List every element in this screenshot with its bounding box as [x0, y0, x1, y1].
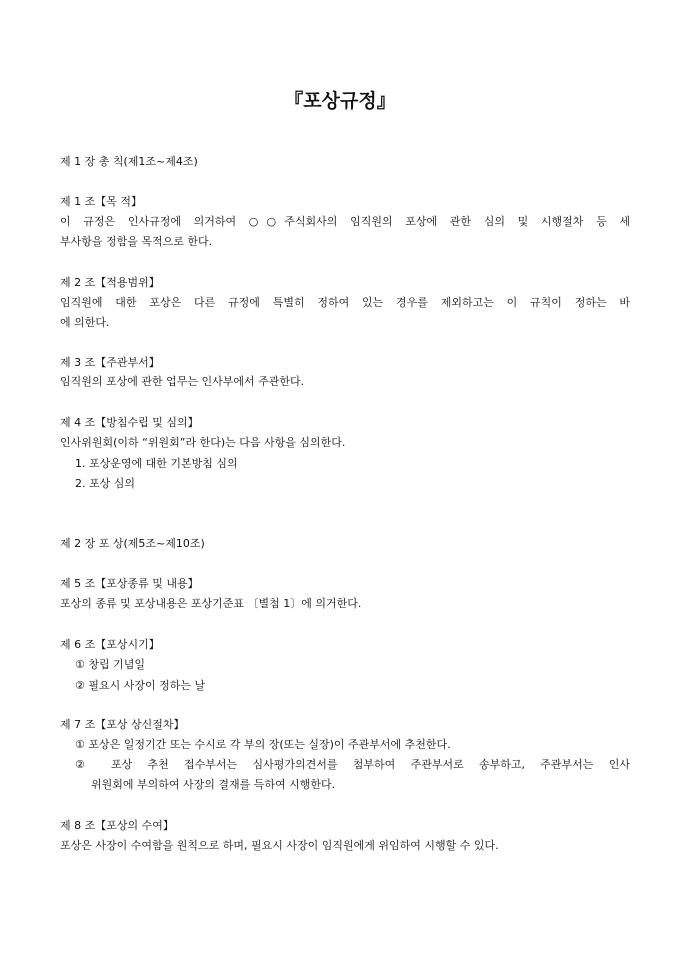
list-item-continuation: 위원회에 부의하여 사장의 결재를 득하여 시행한다.	[91, 778, 336, 791]
article-heading: 제 2 조【적용범위】	[60, 276, 160, 289]
article-text: 인사위원회(이하 “위원회”라 한다)는 다음 사항을 심의한다.	[60, 436, 346, 449]
article-text: 부사항을 정함을 목적으로 한다.	[60, 235, 213, 248]
list-item: ① 창립 기념일	[75, 658, 145, 671]
article-heading: 제 3 조【주관부서】	[60, 356, 160, 369]
article-text: 포상의 종류 및 포상내용은 포상기준표 〔별첨 1〕에 의거한다.	[60, 597, 362, 610]
article-heading: 제 5 조【포상종류 및 내용】	[60, 577, 199, 590]
article-heading: 제 8 조【포상의 수여】	[60, 819, 174, 832]
article-text: 이 규정은 인사규정에 의거하여 ○○주식회사의 임직원의 포상에 관한 심의 및 시행절차 등 세	[60, 215, 630, 228]
list-item: 2. 포상 심의	[75, 477, 135, 490]
article-text: 에 의한다.	[60, 316, 110, 329]
list-item: ② 포상 추천 접수부서는 심사평가의견서를 첨부하여 주관부서로 송부하고, 주관부서는 인사	[75, 758, 630, 771]
article-text: 임직원의 포상에 관한 업무는 인사부에서 주관한다.	[60, 375, 305, 388]
document-title: 『포상규정』	[284, 90, 396, 112]
list-item: ① 포상은 일정기간 또는 수시로 각 부의 장(또는 실장)이 주관부서에 추천한다.	[75, 738, 451, 751]
chapter-heading: 제 2 장 포 상(제5조~제10조)	[60, 537, 205, 550]
article-heading: 제 6 조【포상시기】	[60, 638, 160, 651]
article-heading: 제 4 조【방침수립 및 심의】	[60, 416, 199, 429]
list-item: ② 필요시 사장이 정하는 날	[75, 679, 206, 692]
article-text: 임직원에 대한 포상은 다른 규정에 특별히 정하여 있는 경우를 제외하고는 이 규칙이 정하는 바	[60, 296, 630, 309]
chapter-heading: 제 1 장 총 칙(제1조~제4조)	[60, 155, 198, 168]
article-heading: 제 7 조【포상 상신절차】	[60, 718, 185, 731]
article-heading: 제 1 조【목 적】	[60, 195, 142, 208]
list-item: 1. 포상운영에 대한 기본방침 심의	[75, 457, 238, 470]
article-text: 포상은 사장이 수여함을 원칙으로 하며, 필요시 사장이 임직원에게 위임하여 시행할 수 있다.	[60, 839, 499, 852]
